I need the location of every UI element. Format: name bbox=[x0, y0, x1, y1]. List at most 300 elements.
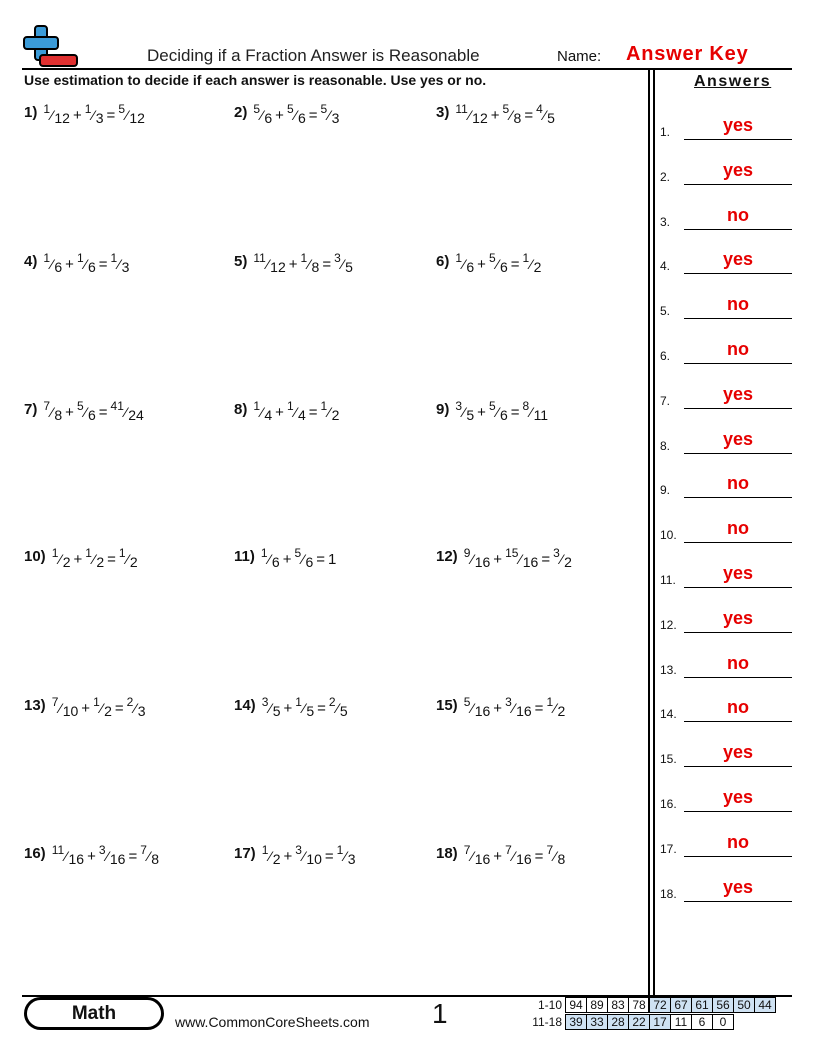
denominator: 3 bbox=[347, 851, 356, 867]
denominator: 8 bbox=[54, 407, 63, 423]
denominator: 16 bbox=[474, 703, 491, 719]
fraction-slash: ⁄ bbox=[51, 107, 54, 123]
answer-line bbox=[684, 273, 792, 274]
fraction-slash: ⁄ bbox=[468, 107, 472, 123]
numerator: 15 bbox=[505, 546, 519, 560]
numerator: 11 bbox=[455, 102, 468, 116]
equals-sign: = bbox=[316, 551, 326, 568]
fraction bbox=[253, 399, 273, 423]
denominator: 12 bbox=[270, 259, 286, 275]
denominator: 8 bbox=[513, 110, 522, 126]
problem-item bbox=[436, 399, 549, 423]
answer-value: yes bbox=[722, 563, 754, 583]
fraction-slash: ⁄ bbox=[512, 700, 516, 716]
answer-number: 5. bbox=[660, 304, 671, 319]
denominator: 2 bbox=[557, 703, 566, 719]
instructions: Use estimation to decide if each answer is reasonable. Use yes or no. bbox=[24, 72, 487, 88]
answer-line bbox=[684, 632, 792, 633]
score-cell: 83 bbox=[608, 998, 629, 1013]
fraction-slash: ⁄ bbox=[51, 256, 54, 272]
denominator: 2 bbox=[129, 554, 138, 570]
score-row bbox=[566, 1015, 734, 1030]
numerator: 1 bbox=[261, 843, 269, 857]
plus-sign: + bbox=[275, 107, 284, 124]
denominator: 5 bbox=[272, 703, 281, 719]
problem-item bbox=[436, 843, 566, 867]
answer-line bbox=[684, 453, 792, 454]
fraction bbox=[336, 843, 356, 867]
plus-sign: + bbox=[282, 551, 292, 568]
fraction-slash: ⁄ bbox=[463, 256, 466, 272]
equals-sign: = bbox=[106, 107, 116, 124]
answer-line bbox=[684, 856, 792, 857]
problem-number: 1) bbox=[24, 104, 38, 121]
fraction-slash: ⁄ bbox=[344, 848, 347, 864]
answer-number: 17. bbox=[660, 841, 677, 856]
fraction-slash: ⁄ bbox=[268, 551, 271, 567]
plus-sign: + bbox=[283, 848, 293, 865]
fraction-slash: ⁄ bbox=[294, 107, 297, 123]
answer-line bbox=[684, 363, 792, 364]
answer-value: no bbox=[727, 339, 749, 359]
math-badge bbox=[24, 997, 164, 1030]
numerator: 41 bbox=[110, 399, 124, 413]
fraction bbox=[463, 695, 491, 719]
answer-row bbox=[660, 742, 792, 768]
plus-sign: + bbox=[87, 848, 96, 865]
plus-sign: + bbox=[81, 700, 91, 717]
problem-expression bbox=[455, 399, 549, 423]
fraction-slash: ⁄ bbox=[92, 107, 95, 123]
fraction-slash: ⁄ bbox=[530, 256, 533, 272]
fraction-slash: ⁄ bbox=[59, 551, 62, 567]
fraction bbox=[85, 546, 105, 570]
fraction bbox=[51, 546, 71, 570]
fraction bbox=[488, 251, 508, 275]
fraction bbox=[51, 843, 85, 867]
denominator: 16 bbox=[522, 554, 539, 570]
denominator: 10 bbox=[62, 703, 79, 719]
problem-expression bbox=[51, 695, 146, 719]
numerator: 1 bbox=[336, 843, 344, 857]
fraction bbox=[505, 695, 532, 719]
numerator: 5 bbox=[294, 546, 302, 560]
score-cell: 72 bbox=[650, 998, 671, 1013]
numerator: 5 bbox=[320, 102, 328, 116]
fraction bbox=[328, 695, 348, 719]
denominator: 2 bbox=[96, 554, 105, 570]
denominator: 6 bbox=[499, 259, 508, 275]
fraction-slash: ⁄ bbox=[126, 551, 129, 567]
fraction-slash: ⁄ bbox=[92, 551, 96, 567]
numerator: 5 bbox=[502, 102, 510, 116]
problem-expression bbox=[51, 843, 160, 867]
denominator: 3 bbox=[137, 703, 146, 719]
fraction bbox=[110, 251, 130, 275]
denominator: 2 bbox=[564, 554, 572, 570]
score-cell: 89 bbox=[587, 998, 608, 1013]
score-cell: 17 bbox=[650, 1015, 671, 1030]
answer-value: no bbox=[727, 831, 749, 852]
numerator: 1 bbox=[522, 251, 530, 265]
answer-value: no bbox=[727, 518, 749, 539]
equals-sign: = bbox=[308, 404, 318, 421]
fraction-slash: ⁄ bbox=[519, 551, 522, 567]
denominator: 2 bbox=[331, 407, 340, 423]
problem-item bbox=[234, 695, 348, 719]
problem-expression bbox=[463, 843, 566, 867]
answer-number: 1. bbox=[660, 125, 671, 139]
fraction bbox=[522, 251, 542, 275]
fraction bbox=[261, 695, 281, 719]
answer-line bbox=[684, 766, 792, 767]
score-row bbox=[566, 998, 776, 1013]
fraction bbox=[320, 102, 340, 126]
plus-sign: + bbox=[65, 404, 74, 421]
name-label: Name: bbox=[557, 48, 602, 65]
fraction-slash: ⁄ bbox=[510, 107, 513, 123]
denominator: 3 bbox=[95, 110, 104, 126]
answer-row bbox=[660, 473, 792, 499]
numerator: 1 bbox=[253, 399, 261, 413]
numerator: 7 bbox=[140, 843, 147, 857]
answer-number: 11. bbox=[660, 573, 676, 587]
numerator: 5 bbox=[488, 399, 496, 413]
fraction bbox=[260, 546, 280, 570]
problem-number: 2) bbox=[234, 104, 248, 121]
problem-expression bbox=[261, 843, 356, 867]
problem-expression bbox=[253, 102, 340, 126]
denominator: 16 bbox=[109, 851, 126, 867]
numerator: 1 bbox=[84, 102, 92, 116]
answer-number: 16. bbox=[660, 797, 677, 811]
fraction-slash: ⁄ bbox=[261, 107, 264, 123]
fraction bbox=[253, 251, 286, 275]
answer-line bbox=[684, 677, 792, 678]
answer-row bbox=[660, 652, 792, 679]
website-link[interactable]: www.CommonCoreSheets.com bbox=[175, 1014, 370, 1030]
column-divider bbox=[648, 68, 650, 1012]
problem-number: 12) bbox=[436, 548, 458, 565]
fraction-slash: ⁄ bbox=[51, 404, 54, 420]
plus-sign: + bbox=[493, 700, 503, 717]
plus-sign: + bbox=[477, 404, 486, 421]
problem-item bbox=[234, 546, 337, 570]
plus-minus-logo-icon bbox=[22, 24, 80, 68]
fraction bbox=[76, 251, 96, 275]
problem-item bbox=[234, 251, 353, 275]
answers-heading: Answers bbox=[694, 73, 772, 90]
fraction bbox=[110, 399, 144, 423]
answer-line bbox=[684, 497, 792, 498]
problem-number: 18) bbox=[436, 845, 458, 862]
fraction bbox=[505, 843, 532, 867]
score-cell: 67 bbox=[671, 998, 692, 1013]
answer-row bbox=[660, 339, 792, 365]
denominator: 10 bbox=[306, 851, 322, 867]
answer-number: 8. bbox=[660, 438, 671, 453]
fraction-slash: ⁄ bbox=[530, 404, 533, 420]
fraction bbox=[84, 102, 104, 126]
fraction bbox=[488, 399, 508, 423]
numerator: 2 bbox=[328, 695, 336, 709]
answer-row bbox=[660, 428, 792, 455]
denominator: 4 bbox=[264, 407, 273, 423]
numerator: 1 bbox=[295, 695, 302, 709]
whole-number: 1 bbox=[328, 551, 337, 568]
problem-item bbox=[24, 102, 145, 126]
problem-item bbox=[436, 695, 566, 719]
denominator: 5 bbox=[547, 110, 555, 126]
answer-value: yes bbox=[722, 159, 754, 180]
fraction-slash: ⁄ bbox=[65, 848, 68, 864]
answer-value: no bbox=[727, 294, 749, 315]
fraction bbox=[546, 843, 566, 867]
answer-value: yes bbox=[722, 428, 754, 449]
fraction-slash: ⁄ bbox=[471, 700, 474, 716]
denominator: 5 bbox=[339, 703, 348, 719]
fraction-slash: ⁄ bbox=[328, 107, 331, 123]
problem-item bbox=[24, 695, 146, 719]
denominator: 16 bbox=[516, 851, 532, 867]
problem-expression bbox=[261, 695, 348, 719]
numerator: 4 bbox=[536, 102, 543, 116]
equals-sign: = bbox=[98, 256, 108, 273]
fraction-slash: ⁄ bbox=[463, 404, 466, 420]
equals-sign: = bbox=[534, 848, 544, 865]
equals-sign: = bbox=[128, 848, 138, 865]
denominator: 11 bbox=[533, 407, 549, 423]
fraction bbox=[455, 251, 475, 275]
problem-number: 4) bbox=[24, 253, 38, 270]
fraction-slash: ⁄ bbox=[106, 848, 109, 864]
numerator: 7 bbox=[463, 843, 471, 857]
denominator: 16 bbox=[474, 851, 491, 867]
denominator: 2 bbox=[272, 851, 281, 867]
fraction bbox=[51, 695, 79, 719]
problem-number: 10) bbox=[24, 548, 46, 565]
answer-number: 9. bbox=[660, 483, 671, 498]
numerator: 3 bbox=[455, 399, 463, 413]
answer-number: 2. bbox=[660, 169, 671, 184]
answer-row bbox=[660, 787, 792, 813]
numerator: 1 bbox=[110, 251, 118, 265]
fraction-slash: ⁄ bbox=[147, 848, 151, 864]
numerator: 7 bbox=[546, 843, 554, 857]
problem-number: 9) bbox=[436, 401, 450, 418]
score-cell: 33 bbox=[587, 1015, 608, 1030]
numerator: 5 bbox=[253, 102, 261, 116]
answer-row bbox=[660, 115, 792, 141]
score-cell: 50 bbox=[734, 998, 755, 1013]
numerator: 5 bbox=[488, 251, 496, 265]
problem-number: 17) bbox=[234, 845, 256, 862]
answer-value: no bbox=[727, 204, 749, 225]
fraction bbox=[463, 843, 491, 867]
plus-sign: + bbox=[493, 848, 503, 865]
numerator: 5 bbox=[463, 695, 471, 709]
score-cell: 44 bbox=[755, 998, 776, 1013]
fraction bbox=[118, 546, 138, 570]
numerator: 3 bbox=[334, 251, 341, 265]
answer-number: 3. bbox=[660, 214, 671, 229]
fraction-slash: ⁄ bbox=[100, 700, 104, 716]
plus-sign: + bbox=[288, 256, 298, 273]
fraction bbox=[294, 546, 314, 570]
answer-row bbox=[660, 159, 792, 186]
answer-line bbox=[684, 811, 792, 812]
problem-number: 3) bbox=[436, 104, 450, 121]
equals-sign: = bbox=[524, 107, 534, 124]
answer-line bbox=[684, 184, 792, 185]
fraction-slash: ⁄ bbox=[512, 848, 516, 864]
problem-expression bbox=[43, 251, 130, 275]
score-cell: 39 bbox=[566, 1015, 587, 1030]
fraction bbox=[502, 102, 522, 126]
denominator: 3 bbox=[121, 259, 130, 275]
fraction-slash: ⁄ bbox=[336, 700, 339, 716]
fraction bbox=[98, 843, 126, 867]
denominator: 2 bbox=[104, 703, 112, 719]
problem-expression bbox=[455, 102, 555, 126]
answer-row bbox=[660, 607, 792, 634]
denominator: 8 bbox=[311, 259, 320, 275]
answer-row bbox=[660, 518, 792, 544]
denominator: 8 bbox=[151, 851, 160, 867]
answer-number: 14. bbox=[660, 707, 677, 722]
plus-sign: + bbox=[490, 107, 500, 124]
answer-row bbox=[660, 249, 792, 275]
denominator: 6 bbox=[264, 110, 273, 126]
problem-number: 13) bbox=[24, 697, 46, 714]
answer-number: 6. bbox=[660, 349, 671, 363]
numerator: 8 bbox=[522, 399, 530, 413]
numerator: 1 bbox=[76, 251, 84, 265]
answer-number: 13. bbox=[660, 662, 677, 677]
fraction-slash: ⁄ bbox=[302, 700, 306, 716]
answer-value: yes bbox=[722, 787, 754, 807]
answer-number: 12. bbox=[660, 617, 677, 632]
answer-value: no bbox=[727, 697, 749, 718]
fraction-slash: ⁄ bbox=[302, 551, 305, 567]
answer-value: yes bbox=[722, 383, 754, 404]
answer-row bbox=[660, 831, 792, 858]
denominator: 5 bbox=[306, 703, 315, 719]
numerator: 1 bbox=[51, 546, 59, 560]
answer-row bbox=[660, 876, 792, 903]
denominator: 24 bbox=[128, 407, 144, 423]
problem-item bbox=[24, 843, 160, 867]
fraction-slash: ⁄ bbox=[554, 700, 557, 716]
equals-sign: = bbox=[322, 256, 332, 273]
fraction bbox=[522, 399, 549, 423]
plus-sign: + bbox=[72, 107, 82, 124]
answer-line bbox=[684, 542, 792, 543]
denominator: 6 bbox=[305, 554, 314, 570]
answer-line bbox=[684, 721, 792, 722]
problem-item bbox=[234, 102, 340, 126]
fraction bbox=[553, 546, 572, 570]
problem-expression bbox=[43, 102, 145, 126]
plus-sign: + bbox=[283, 700, 293, 717]
problem-item bbox=[436, 102, 555, 126]
fraction bbox=[140, 843, 160, 867]
denominator: 6 bbox=[87, 407, 96, 423]
fraction bbox=[295, 695, 315, 719]
numerator: 11 bbox=[51, 843, 65, 857]
problem-item bbox=[24, 251, 130, 275]
numerator: 9 bbox=[463, 546, 471, 560]
problem-number: 6) bbox=[436, 253, 450, 270]
fraction bbox=[546, 695, 566, 719]
score-cell: 11 bbox=[671, 1015, 692, 1030]
score-cell: 6 bbox=[692, 1015, 713, 1030]
answer-line bbox=[684, 318, 792, 319]
problem-item bbox=[234, 843, 356, 867]
answer-value: yes bbox=[722, 876, 754, 897]
equals-sign: = bbox=[98, 404, 108, 421]
plus-sign: + bbox=[65, 256, 74, 273]
problem-number: 5) bbox=[234, 253, 248, 270]
problem-number: 11) bbox=[234, 548, 255, 565]
answer-value: no bbox=[727, 473, 749, 494]
denominator: 3 bbox=[331, 110, 340, 126]
problem-expression bbox=[43, 399, 144, 423]
numerator: 1 bbox=[546, 695, 554, 709]
denominator: 2 bbox=[533, 259, 542, 275]
denominator: 4 bbox=[297, 407, 306, 423]
fraction bbox=[93, 695, 112, 719]
numerator: 1 bbox=[43, 102, 51, 116]
plus-sign: + bbox=[275, 404, 284, 421]
numerator: 7 bbox=[43, 399, 51, 413]
numerator: 7 bbox=[505, 843, 512, 857]
fraction bbox=[536, 102, 555, 126]
answer-line bbox=[684, 901, 792, 902]
fraction bbox=[126, 695, 146, 719]
numerator: 1 bbox=[85, 546, 92, 560]
fraction-slash: ⁄ bbox=[59, 700, 62, 716]
score-table bbox=[565, 1014, 734, 1030]
answer-line bbox=[684, 229, 792, 230]
numerator: 1 bbox=[286, 399, 294, 413]
denominator: 6 bbox=[54, 259, 63, 275]
problem-item bbox=[24, 399, 144, 423]
equals-sign: = bbox=[308, 107, 318, 124]
math-badge-label: Math bbox=[27, 1000, 161, 1027]
header-rule bbox=[22, 68, 792, 70]
score-row-label: 11-18 bbox=[532, 1015, 562, 1029]
denominator: 6 bbox=[297, 110, 306, 126]
denominator: 2 bbox=[62, 554, 71, 570]
fraction bbox=[463, 546, 491, 570]
fraction-slash: ⁄ bbox=[126, 107, 129, 123]
numerator: 1 bbox=[43, 251, 51, 265]
equals-sign: = bbox=[324, 848, 334, 865]
problem-expression bbox=[260, 546, 337, 570]
answer-number: 4. bbox=[660, 259, 671, 274]
denominator: 8 bbox=[557, 851, 566, 867]
fraction bbox=[295, 843, 322, 867]
fraction bbox=[261, 843, 281, 867]
numerator: 1 bbox=[93, 695, 100, 709]
numerator: 3 bbox=[553, 546, 560, 560]
numerator: 3 bbox=[505, 695, 512, 709]
answer-value: yes bbox=[722, 115, 754, 135]
score-row-label: 1-10 bbox=[537, 998, 562, 1012]
answer-row bbox=[660, 697, 792, 723]
answer-line bbox=[684, 587, 792, 588]
